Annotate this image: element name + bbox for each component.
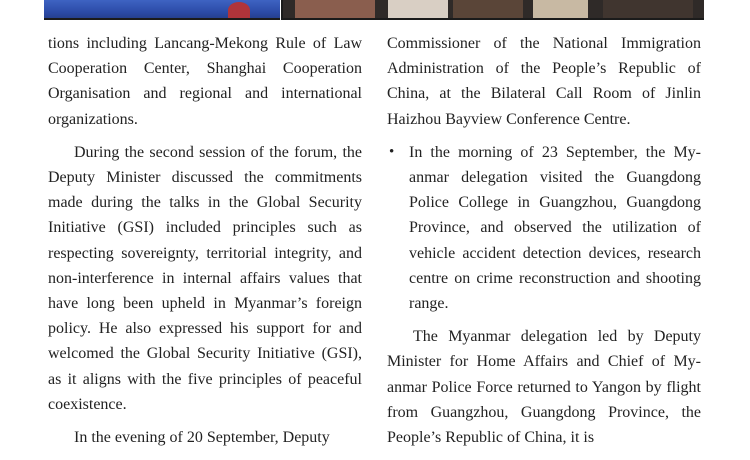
- photo-detail: [295, 0, 375, 18]
- forum-stage-photo: [44, 0, 280, 20]
- photo-detail: [533, 0, 588, 18]
- paragraph: tions including Lancang-Mekong Rule of Law Cooperation Center, Shanghai Cooperation Organisation and regional and international organizations.: [48, 35, 362, 128]
- bullet-text: In the morning of 23 September, the Myanmar delegation visited the Guangdong Police College in Guangzhou, Guangdong Province, and observed the utilization of vehicle accident detection devices, research centre on crime reconstruction and shooting range.: [409, 143, 701, 313]
- photo-detail: [228, 2, 250, 18]
- left-text-column: [48, 31, 362, 450]
- paragraph: Commissioner of the National Immigration Administration of the People’s Republic of China, at the Bilateral Call Room of Jinlin Haizhou Bayview Conference Centre.: [387, 35, 701, 128]
- photo-detail: [388, 0, 448, 18]
- paragraph: During the second session of the forum, the Deputy Minister discussed the commitments made during the talks in the Global Security Initiative (GSI) included principles such as respecting sovereignty, territorial integrity, and non-interference in internal affairs values that have long been upheld in Myanmar’s foreign policy. He also expressed his support for and welcomed the Global Security Initiative (GSI), as it aligns with the five principles of peaceful coexistence.: [48, 143, 362, 413]
- bullet-icon: •: [389, 143, 395, 160]
- photo-detail: [603, 0, 693, 18]
- bilateral-meeting-photo: [281, 0, 704, 20]
- paragraph: In the evening of 20 September, Deputy: [74, 429, 330, 447]
- top-photo-strip: [44, 0, 704, 20]
- photo-detail: [453, 0, 523, 18]
- right-text-column: [387, 31, 701, 450]
- paragraph: The Myanmar delegation led by Deputy Minister for Home Affairs and Chief of Myanmar Police Force returned to Yangon by flight from Guangzhou, Guangdong Province, the People’s Republic of China, it is: [387, 328, 701, 447]
- bullet-list-item: [387, 140, 701, 316]
